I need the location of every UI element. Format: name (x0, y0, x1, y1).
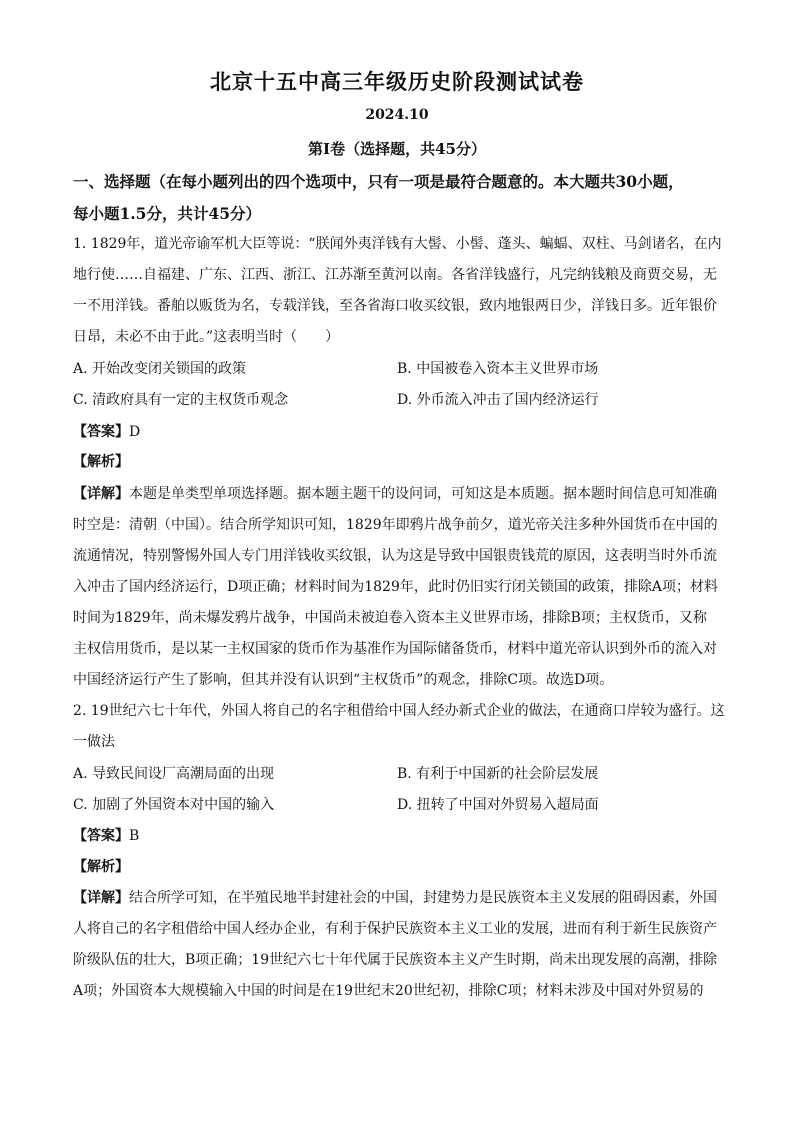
q1-detail-line: 中国经济运行产生了影响，但其并没有认识到“主权货币”的观念，排除C项。故选D项。 (73, 672, 614, 688)
q2-detail-line: 【详解】结合所学可知，在半殖民地半封建社会的中国，封建势力是民族资本主义发展的阻碍因素，外国 (73, 890, 717, 906)
q1-detail-line: 主权信用货币，是以某一主权国家的货币作为基准作为国际储备货币，材料中道光帝认识到外币的流入对 (73, 641, 717, 657)
exam-date: 2024.10 (365, 107, 429, 123)
q2-option-c: C. 加剧了外国资本对中国的输入 (73, 797, 275, 813)
page-title: 北京十五中高三年级历史阶段测试试卷 (210, 69, 584, 94)
q1-option-d: D. 外币流入冲击了国内经济运行 (397, 392, 599, 408)
volume-heading: 第Ⅰ卷（选择题，共45分） (308, 140, 486, 158)
section-heading-line-1: 一、选择题（在每小题列出的四个选项中，只有一项是最符合题意的。本大题共30小题， (73, 172, 684, 191)
q1-stem-line: 日昂，未必不由于此。”这表明当时（ ） (73, 329, 340, 345)
q1-stem-line: 地行使……自福建、广东、江西、浙江、江苏渐至黄河以南。各省洋钱盛行，凡完纳钱粮及商贾交易，无 (73, 267, 717, 283)
q1-option-b: B. 中国被卷入资本主义世界市场 (397, 361, 599, 377)
q2-detail-line: A项；外国资本大规模输入中国的时间是在19世纪末20世纪初，排除C项；材料未涉及中国对外贸易的 (73, 983, 704, 999)
q1-answer: 【答案】D (73, 424, 141, 440)
q1-detail-line: 【详解】本题是单类型单项选择题。据本题主题干的设问词，可知这是本质题。据本题时间信息可知准确 (73, 486, 717, 502)
q1-option-c: C. 清政府具有一定的主权货币观念 (73, 392, 289, 408)
q2-detail-line: 人将自己的名字租借给中国人经办企业，有利于保护民族资本主义工业的发展，进而有利于新生民族资产 (73, 921, 717, 937)
q1-detail-line: 入冲击了国内经济运行，D项正确；材料时间为1829年，此时仍旧实行闭关锁国的政策，排除A项；材料 (73, 579, 718, 595)
q2-option-d: D. 扭转了中国对外贸易入超局面 (397, 797, 599, 813)
q1-stem-line: 1. 1829年，道光帝谕军机大臣等说：“朕闻外夷洋钱有大髻、小髻、蓬头、蝙蝠、双柱、马剑诸名，在内 (73, 236, 722, 252)
q2-stem-line: 一做法 (73, 734, 115, 750)
q2-detail-line: 阶级队伍的壮大，B项正确；19世纪六七十年代属于民族资本主义产生时期，尚未出现发展的高潮，排除 (73, 952, 718, 968)
q1-detail-line: 时间为1829年，尚未爆发鸦片战争，中国尚未被迫卷入资本主义世界市场，排除B项；主权货币，又称 (73, 610, 707, 626)
q2-analysis-label: 【解析】 (73, 859, 129, 875)
q2-option-a: A. 导致民间设厂高潮局面的出现 (73, 766, 275, 782)
q1-stem-line: 一不用洋钱。番舶以贩货为名，专载洋钱，至各省海口收买纹银，致内地银两日少，洋钱日多。近年银价 (73, 298, 717, 314)
q1-detail-line: 时空是：清朝（中国）。结合所学知识可知，1829年即鸦片战争前夕，道光帝关注多种外国货币在中国的 (73, 517, 718, 533)
section-heading-line-2: 每小题1.5分，共计45分） (73, 204, 262, 223)
q1-detail-line: 流通情况，特别警惕外国人专门用洋钱收买纹银，认为这是导致中国银贵钱荒的原因，这表明当时外币流 (73, 548, 717, 564)
q2-option-b: B. 有利于中国新的社会阶层发展 (397, 766, 599, 782)
q1-analysis-label: 【解析】 (73, 454, 129, 470)
q2-answer: 【答案】B (73, 828, 140, 844)
q1-option-a: A. 开始改变闭关锁国的政策 (73, 361, 247, 377)
q2-stem-line: 2. 19世纪六七十年代，外国人将自己的名字租借给中国人经办新式企业的做法，在通商口岸较为盛行。这 (73, 703, 725, 719)
